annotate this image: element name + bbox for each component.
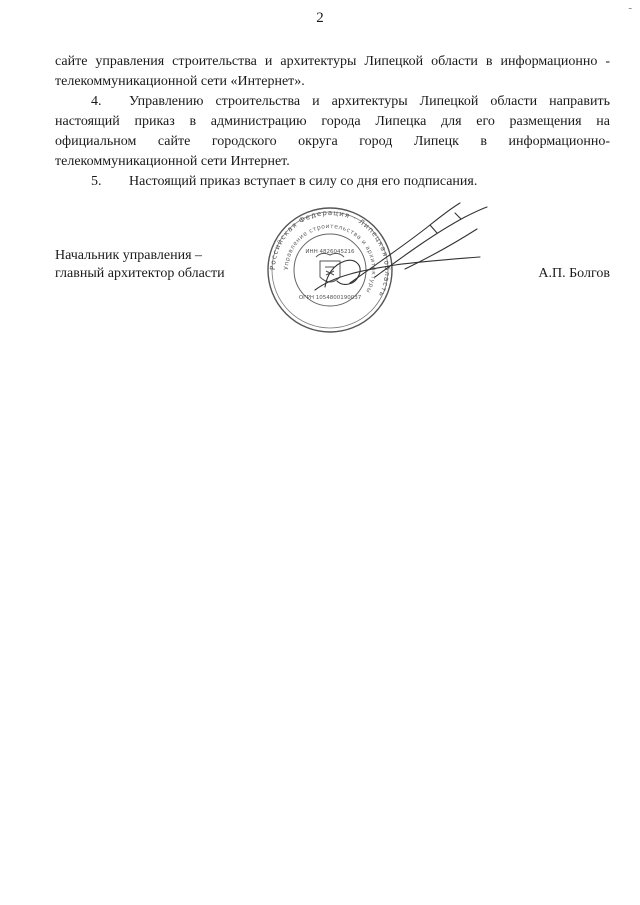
item-5-number: 5. bbox=[91, 174, 102, 189]
item-4-line-4: телекоммуникационной сети Интернет. bbox=[55, 154, 290, 169]
continuation-line-2: телекоммуникационной сети «Интернет». bbox=[55, 74, 305, 89]
signatory-position-line-1: Начальник управления – bbox=[55, 248, 203, 263]
page-number: 2 bbox=[316, 10, 324, 26]
corner-mark: - bbox=[628, 2, 632, 14]
official-stamp-icon bbox=[255, 195, 505, 340]
continuation-line-1: сайте управления строительства и архитектуры Липецкой области в информационно - bbox=[55, 54, 610, 69]
item-5-text: Настоящий приказ вступает в силу со дня его подписания. bbox=[129, 174, 478, 189]
item-4-line-1 bbox=[55, 92, 610, 112]
signatory-position-line-2: главный архитектор области bbox=[55, 266, 225, 281]
item-4-number: 4. bbox=[91, 94, 102, 109]
item-4-line-2: настоящий приказ в администрацию города Липецка для его размещения на bbox=[55, 114, 610, 129]
stamp-outer-text: Российская Федерация · Липецкая область bbox=[268, 208, 392, 299]
signer-name: А.П. Болгов bbox=[538, 266, 610, 281]
stamp-inner-text: Управление строительства и архитектуры bbox=[282, 222, 378, 295]
stamp-and-signature bbox=[255, 195, 505, 340]
item-4-line-3: официальном сайте городского округа город Липецк в информационно- bbox=[55, 134, 610, 149]
document-body bbox=[55, 52, 610, 192]
item-5 bbox=[55, 172, 610, 192]
stamp-ogrn-text: ОГРН 1054800190037 bbox=[298, 295, 362, 301]
stamp-center-text: ИНН 4826045216 bbox=[305, 249, 355, 255]
signatory-position bbox=[55, 247, 225, 283]
item-4-text: Управлению строительства и архитектуры Липецкой области направить bbox=[129, 94, 610, 109]
